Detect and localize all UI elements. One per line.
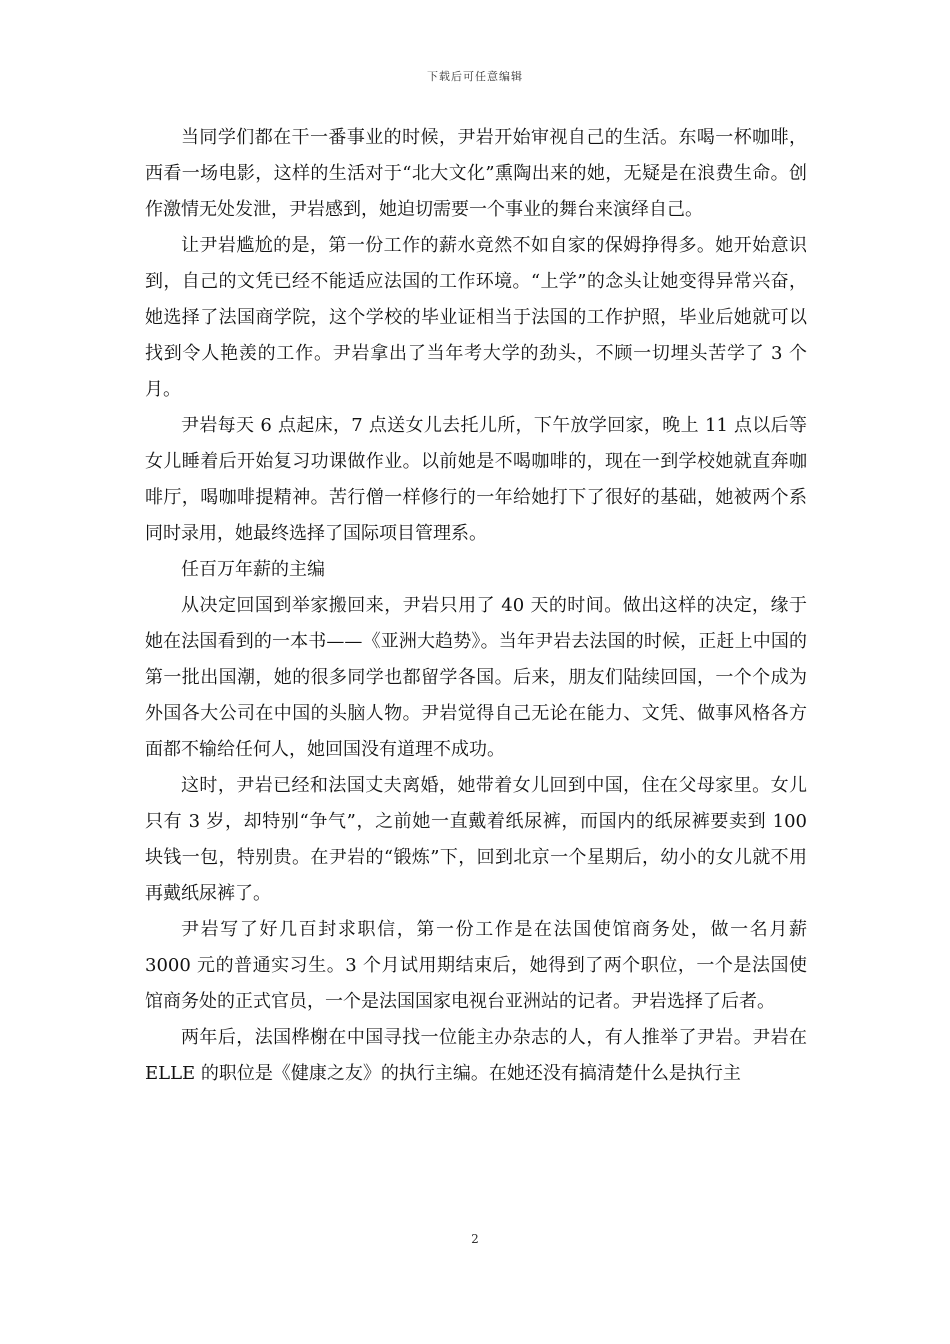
paragraph: 尹岩写了好几百封求职信，第一份工作是在法国使馆商务处，做一名月薪 3000 元的普通实习生。3 个月试用期结束后，她得到了两个职位，一个是法国使馆商务处的正式官员，一个是法国国家电视台亚洲站的记者。尹岩选择了后者。 — [145, 919, 807, 1012]
paragraph: 让尹岩尴尬的是，第一份工作的薪水竟然不如自家的保姆挣得多。她开始意识到，自己的文凭已经不能适应法国的工作环境。“上学”的念头让她变得异常兴奋，她选择了法国商学院，这个学校的毕业证相当于法国的工作护照，毕业后她就可以找到令人艳羡的工作。尹岩拿出了当年考大学的劲头，不顾一切埋头苦学了 3 个月。 — [145, 235, 807, 400]
paragraph: 尹岩每天 6 点起床，7 点送女儿去托儿所，下午放学回家，晚上 11 点以后等女儿睡着后开始复习功课做作业。以前她是不喝咖啡的，现在一到学校她就直奔咖啡厅，喝咖啡提精神。苦行僧一样修行的一年给她打下了很好的基础，她被两个系同时录用，她最终选择了国际项目管理系。 — [145, 415, 807, 544]
paragraph: 两年后，法国桦榭在中国寻找一位能主办杂志的人，有人推举了尹岩。尹岩在 ELLE 的职位是《健康之友》的执行主编。在她还没有搞清楚什么是执行主 — [145, 1027, 807, 1084]
document-body — [145, 120, 807, 1092]
paragraph: 从决定回国到举家搬回来，尹岩只用了 40 天的时间。做出这样的决定，缘于她在法国看到的一本书——《亚洲大趋势》。当年尹岩去法国的时候，正赶上中国的第一批出国潮，她的很多同学也都留学各国。后来，朋友们陆续回国，一个个成为外国各大公司在中国的头脑人物。尹岩觉得自己无论在能力、文凭、做事风格各方面都不输给任何人，她回国没有道理不成功。 — [145, 595, 807, 760]
page-number: 2 — [471, 1232, 479, 1246]
section-heading: 任百万年薪的主编 — [181, 559, 325, 580]
paragraph: 这时，尹岩已经和法国丈夫离婚，她带着女儿回到中国，住在父母家里。女儿只有 3 岁，却特别“争气”，之前她一直戴着纸尿裤，而国内的纸尿裤要卖到 100 块钱一包，特别贵。在尹岩的“锻炼”下，回到北京一个星期后，幼小的女儿就不用再戴纸尿裤了。 — [145, 775, 807, 904]
page-header: 下载后可任意编辑 — [427, 70, 523, 83]
paragraph: 当同学们都在干一番事业的时候，尹岩开始审视自己的生活。东喝一杯咖啡，西看一场电影，这样的生活对于“北大文化”熏陶出来的她，无疑是在浪费生命。创作激情无处发泄，尹岩感到，她迫切需要一个事业的舞台来演绎自己。 — [145, 127, 807, 220]
